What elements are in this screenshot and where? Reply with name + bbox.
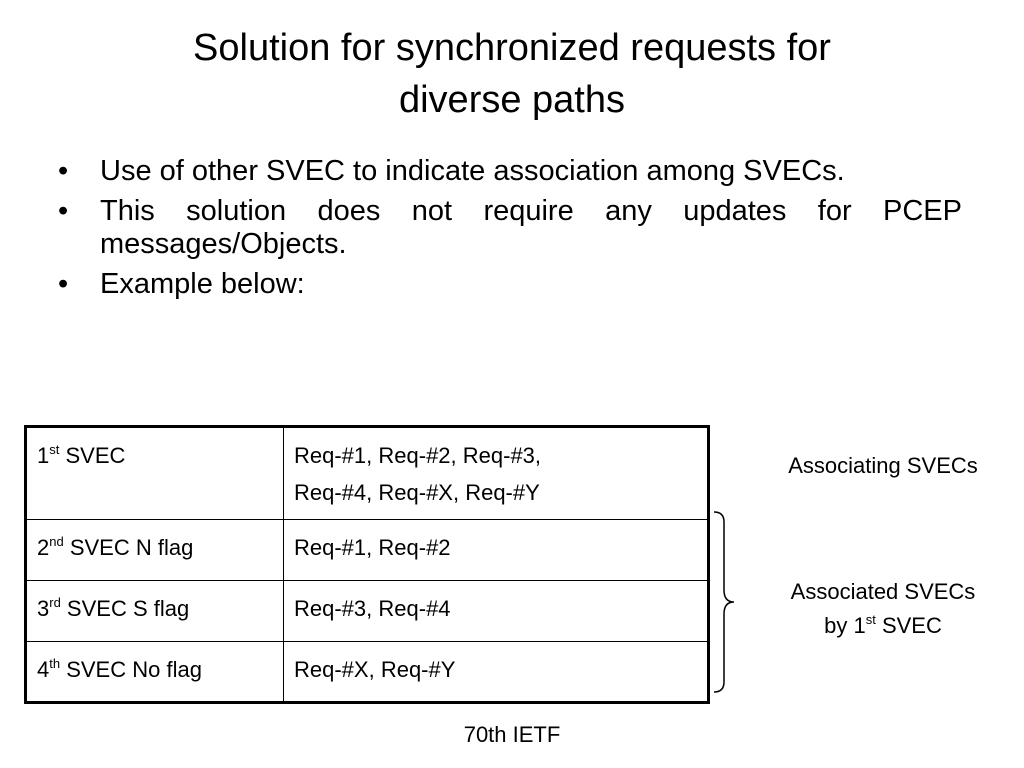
svec-label-cell: 2nd SVEC N flag <box>26 520 284 581</box>
associated-svecs-line-2: by 1st SVEC <box>824 612 942 638</box>
bullet-icon: • <box>58 155 69 187</box>
requests-cell <box>284 581 709 642</box>
svec-table <box>24 425 710 704</box>
bullet-text: Example below: <box>100 268 305 300</box>
curly-brace-icon <box>712 510 740 694</box>
requests-line: Req-#X, Req-#Y <box>294 657 456 682</box>
requests-line: Req-#3, Req-#4 <box>294 596 451 621</box>
table-row <box>26 642 709 703</box>
table-row <box>26 520 709 581</box>
bullet-text: This solution does not require any updates for PCEP messages/Objects. <box>100 195 962 260</box>
associated-svecs-line-1: Associated SVECs <box>790 579 976 604</box>
requests-line: Req-#1, Req-#2, Req-#3, <box>294 443 542 468</box>
footer-text: 70th IETF <box>463 722 561 747</box>
bullet-icon: • <box>58 268 69 300</box>
bullet-list <box>58 155 962 308</box>
svec-label-cell: 1st SVEC <box>26 427 284 520</box>
bullet-item <box>58 195 962 261</box>
associated-svecs-label <box>752 575 1014 643</box>
svec-label-cell: 3rd SVEC S flag <box>26 581 284 642</box>
slide-title <box>0 22 1024 126</box>
slide-title-line-2: diverse paths <box>398 79 625 121</box>
requests-line: Req-#4, Req-#X, Req-#Y <box>294 480 540 505</box>
bullet-text: Use of other SVEC to indicate association among SVECs. <box>100 155 845 187</box>
bullet-icon: • <box>58 195 69 227</box>
slide-title-line-1: Solution for synchronized requests for <box>193 27 831 69</box>
bullet-item <box>58 268 962 301</box>
requests-cell <box>284 642 709 703</box>
associating-svecs-label: Associating SVECs <box>788 453 978 478</box>
requests-line: Req-#1, Req-#2 <box>294 535 451 560</box>
requests-cell <box>284 427 709 520</box>
table-row <box>26 427 709 520</box>
table-row <box>26 581 709 642</box>
svec-label-cell: 4th SVEC No flag <box>26 642 284 703</box>
requests-cell <box>284 520 709 581</box>
bullet-item <box>58 155 962 188</box>
